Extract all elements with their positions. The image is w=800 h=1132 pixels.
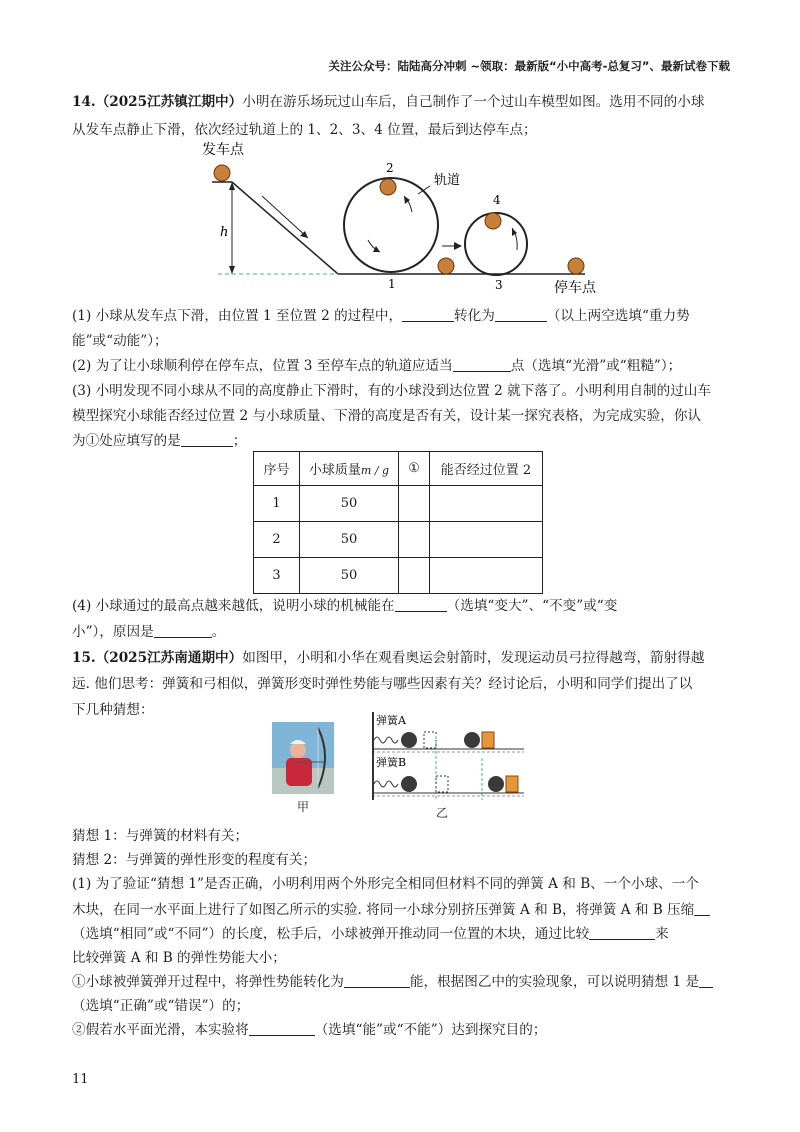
cell: 1 — [254, 486, 300, 522]
ball-a-compressed — [401, 732, 417, 748]
q15-blank-2[interactable] — [589, 925, 655, 940]
q14-sub2: (2) 为了让小球顺利停在停车点，位置 3 至停车点的轨道应适当 点（选填“光滑”或“粗糙”）； — [72, 358, 682, 374]
q14-sub3-line3: 为①处应填写的是 ； — [72, 433, 247, 449]
th-circle1: ① — [399, 452, 430, 486]
q15-stem-line2: 远. 他们思考：弹簧和弓相似，弹簧形变时弹性势能与哪些因素有关？经讨论后，小明和同学们提出了以 — [72, 676, 693, 692]
table-row — [254, 522, 543, 558]
arrow-head-1 — [373, 246, 380, 252]
pos4-label: 4 — [493, 193, 501, 207]
spring-b-label: 弹簧B — [376, 756, 407, 769]
ball-start — [214, 165, 230, 181]
cell-empty[interactable] — [430, 486, 543, 522]
q15-sub1-line3: （选填“相同”或“不同”）的长度，松手后，小球被弹开推动同一位置的木块，通过比较 来 — [72, 926, 669, 942]
q15-sub1-line2: 木块，在同一水平面上进行了如图乙所示的实验. 将同一小球分别挤压弹簧 A 和 B，将弹簧 A 和 B 压缩 — [72, 896, 732, 924]
ball-stop — [568, 258, 584, 274]
guess-2: 猜想 2：与弹簧的弹性形变的程度有关； — [72, 852, 317, 868]
table-row — [254, 486, 543, 522]
cell-empty[interactable] — [399, 486, 430, 522]
q14-blank-3[interactable] — [453, 357, 511, 372]
cell-empty[interactable] — [399, 522, 430, 558]
th-pass: 能否经过位置 2 — [430, 452, 543, 486]
spring-a-icon — [374, 737, 398, 743]
mid-arrow-head — [454, 242, 462, 250]
q14-blank-2[interactable] — [495, 307, 547, 322]
experiment-table — [253, 451, 543, 594]
track-label: 轨道 — [434, 173, 461, 188]
page-header: 关注公众号：陆陆高分冲刺 ~领取：最新版“小中高考-总复习”、最新试卷下载 — [328, 59, 730, 73]
ball-a-final — [464, 732, 480, 748]
q14-sub3-line1: (3) 小明发现不同小球从不同的高度静止下滑时，有的小球没到达位置 2 就下落了。小明利用自制的过山车 — [72, 383, 711, 399]
roller-coaster-figure — [190, 140, 630, 300]
pos3-label: 3 — [495, 278, 503, 292]
ramp-arrow — [262, 196, 308, 238]
spring-b-icon — [374, 781, 398, 787]
q14-sub1-line1: (1) 小球从发车点下滑，由位置 1 至位置 2 的过程中， 转化为 （以上两空选填“重力势 — [72, 308, 690, 324]
ball-b-compressed — [401, 776, 417, 792]
ball-b-final — [488, 776, 504, 792]
pos1-label: 1 — [388, 277, 396, 291]
q15-blank-4[interactable] — [699, 973, 713, 988]
ball-position-4 — [485, 213, 501, 229]
th-index: 序号 — [254, 452, 300, 486]
guess-1: 猜想 1：与弹簧的材料有关； — [72, 828, 249, 844]
ball-position-2 — [380, 179, 396, 195]
h-label: h — [220, 225, 229, 240]
cell-empty[interactable] — [399, 558, 430, 594]
q14-sub3-line2: 模型探究小球能否经过位置 2 与小球质量、下滑的高度是否有关，设计某一探究表格，为完成实验，你认 — [72, 408, 702, 424]
q14-stem-line1 — [72, 88, 732, 116]
ramp — [232, 182, 338, 274]
h-arrow-bottom — [229, 266, 235, 274]
q15-sub1-line1: (1) 为了验证“猜想 1”是否正确，小明利用两个外形完全相同但材料不同的弹簧 A 和 B、一个小球、一个 — [72, 876, 699, 892]
fig-yi-label: 乙 — [436, 806, 449, 820]
fig-jia-label: 甲 — [297, 800, 310, 814]
cell-empty[interactable] — [430, 558, 543, 594]
cell: 50 — [300, 522, 399, 558]
q14-stem-text1: 小明在游乐场玩过山车后，自己制作了一个过山车模型如图。选用不同的小球 — [242, 94, 705, 110]
cell: 50 — [300, 558, 399, 594]
q14-sub1-line2: 能”或“动能”）； — [72, 333, 168, 349]
q15-blank-5[interactable] — [249, 1021, 315, 1036]
page-number: 11 — [72, 1072, 89, 1087]
arrow-head-3 — [512, 228, 517, 236]
q14-number: 14. — [72, 94, 96, 110]
q15-blank-3[interactable] — [344, 973, 410, 988]
pos2-label: 2 — [386, 161, 394, 175]
q15-number: 15. — [72, 650, 96, 666]
spring-a-label: 弹簧A — [376, 714, 406, 727]
wall — [372, 712, 374, 800]
q14-blank-6[interactable] — [154, 623, 212, 638]
th-mass: 小球质量m / g — [300, 452, 399, 486]
q15-sub1-line4: 比较弹簧 A 和 B 的弹性势能大小； — [72, 950, 286, 966]
archer-photo — [272, 722, 334, 794]
q15-c2: ②假若水平面光滑，本实验将 （选填“能”或“不能”）达到探究目的； — [72, 1022, 547, 1038]
spring-experiment-figure — [364, 712, 532, 804]
q15-c1-line1: ①小球被弹簧弹开过程中，将弹性势能转化为 能，根据图乙中的实验现象，可以说明猜想 1 是 — [72, 968, 732, 996]
start-point-label: 发车点 — [202, 142, 244, 158]
q14-blank-5[interactable] — [395, 597, 447, 612]
q14-source: （2025江苏镇江期中） — [95, 94, 243, 110]
table-row — [254, 558, 543, 594]
q14-blank-4[interactable] — [181, 432, 233, 447]
q15-stem-line3: 下几种猜想： — [72, 702, 154, 718]
cell: 2 — [254, 522, 300, 558]
block-a-final — [482, 732, 494, 748]
q14-stem-line2: 从发车点静止下滑，依次经过轨道上的 1、2、3、4 位置，最后到达停车点； — [72, 122, 537, 138]
q15-blank-1[interactable] — [694, 901, 710, 916]
cell-empty[interactable] — [430, 522, 543, 558]
block-b-initial — [436, 776, 448, 792]
block-a-initial — [424, 732, 436, 748]
q15-stem-line1: 15.（2025江苏南通期中）如图甲，小明和小华在观看奥运会射箭时，发现运动员弓拉得越弯，箭射得越 — [72, 650, 705, 666]
q15-source: （2025江苏南通期中） — [95, 650, 243, 666]
q15-c1-line2: （选填“正确”或“错误”）的； — [72, 998, 250, 1014]
cell: 3 — [254, 558, 300, 594]
block-b-final — [506, 776, 518, 792]
cell: 50 — [300, 486, 399, 522]
ball-position-1 — [438, 258, 454, 274]
archer-head — [290, 742, 306, 758]
stop-point-label: 停车点 — [554, 280, 596, 296]
q14-sub4-line1: (4) 小球通过的最高点越来越低，说明小球的机械能在 （选填“变大”、“不变”或“变 — [72, 598, 618, 614]
q14-blank-1[interactable] — [402, 307, 454, 322]
q14-sub4-line2: 小”），原因是 。 — [72, 624, 226, 640]
